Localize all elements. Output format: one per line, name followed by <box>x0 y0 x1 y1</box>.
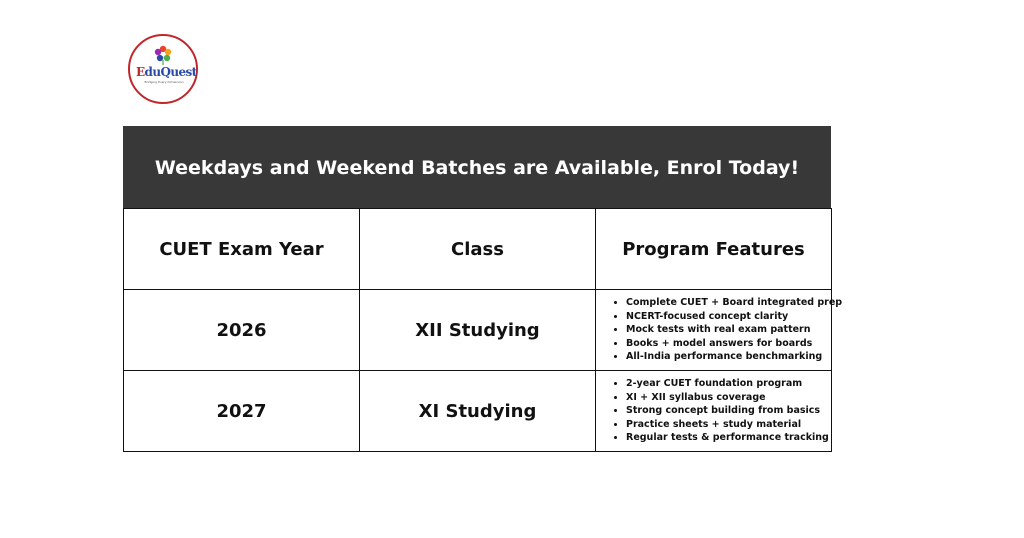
logo-wordmark: EduQuest <box>136 65 197 79</box>
table-header-row <box>124 209 832 290</box>
features-list <box>596 296 843 364</box>
eduquest-logo <box>128 34 198 104</box>
feature-item: • Books + model answers for boards <box>626 337 831 351</box>
exam-year-cell: 2027 <box>124 371 360 452</box>
exam-year-cell: 2026 <box>124 290 360 371</box>
class-cell: XII Studying <box>360 290 596 371</box>
feature-item: • NCERT-focused concept clarity <box>626 310 831 324</box>
feature-item: • Practice sheets + study material <box>626 418 831 432</box>
header-program-features: Program Features <box>596 209 832 290</box>
program-table <box>123 208 843 452</box>
header-class: Class <box>360 209 596 290</box>
feature-item: • 2-year CUET foundation program <box>626 377 831 391</box>
class-cell: XI Studying <box>360 371 596 452</box>
table-row <box>124 290 832 371</box>
feature-item: • Strong concept building from basics <box>626 404 831 418</box>
features-cell <box>596 371 832 452</box>
batches-banner: Weekdays and Weekend Batches are Available, Enrol Today! <box>123 126 831 209</box>
feature-item: • Complete CUET + Board integrated prep <box>626 296 831 310</box>
feature-item: • Regular tests & performance tracking <box>626 431 831 445</box>
features-cell <box>596 290 843 371</box>
feature-item: • Mock tests with real exam pattern <box>626 323 831 337</box>
features-list <box>596 377 831 445</box>
feature-item: • XI + XII syllabus coverage <box>626 391 831 405</box>
logo-tagline: Bridging Every Dimension <box>144 80 184 84</box>
table-row <box>124 371 832 452</box>
header-exam-year: CUET Exam Year <box>124 209 360 290</box>
feature-item: • All-India performance benchmarking <box>626 350 831 364</box>
